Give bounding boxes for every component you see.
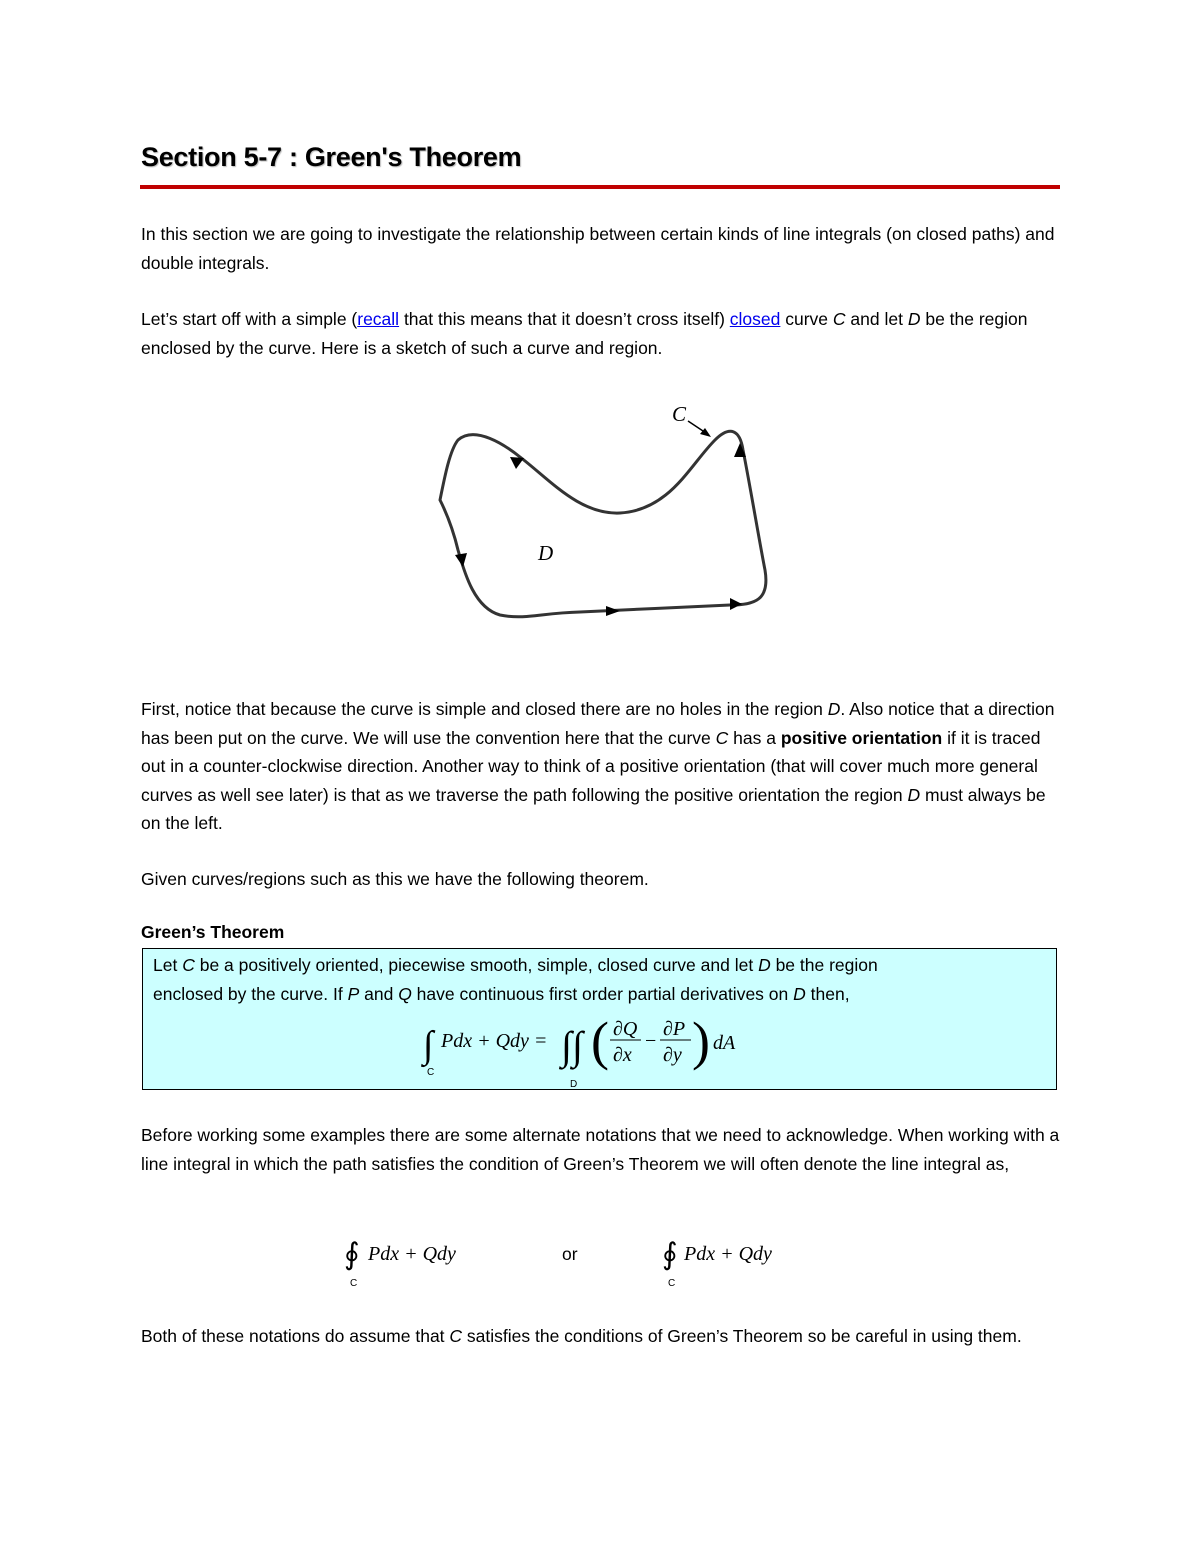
var-d: D xyxy=(907,784,921,805)
text: satisfies the conditions of Green’s Theorem so be careful in using them. xyxy=(462,1326,1022,1346)
var-d: D xyxy=(758,955,771,975)
lhs-subscript: C xyxy=(427,1067,435,1078)
greens-theorem-formula xyxy=(413,1007,753,1089)
intro-text: In this section we are going to investigate the relationship between certain kinds of line integrals (on closed paths) and double integrals. xyxy=(141,224,1055,273)
closed-integral-ccw-sign: ∮ xyxy=(662,1238,678,1271)
numerator-dp: ∂P xyxy=(663,1018,686,1040)
var-p: P xyxy=(347,983,360,1004)
var-q: Q xyxy=(398,983,412,1004)
recall-link[interactable]: recall xyxy=(357,309,400,329)
notation2-expression: Pdx + Qdy xyxy=(684,1243,772,1265)
text: and xyxy=(359,983,399,1004)
title-rule xyxy=(140,185,1060,189)
text: be a positively oriented, piecewise smooth, simple, closed curve and let xyxy=(194,955,759,975)
direction-arrow xyxy=(510,457,524,469)
orientation-paragraph xyxy=(141,695,1061,838)
text: then, xyxy=(805,983,850,1004)
text: that this means that it doesn’t cross itself) xyxy=(399,309,730,329)
lhs-expression: Pdx + Qdy = xyxy=(441,1030,548,1052)
closed-link[interactable]: closed xyxy=(729,309,781,329)
notation1-subscript: C xyxy=(350,1278,358,1289)
var-c: C xyxy=(449,1326,463,1346)
notation2-subscript: C xyxy=(668,1278,676,1289)
or-word: or xyxy=(562,1244,578,1264)
theorem-box xyxy=(142,948,1057,1090)
closed-integral-sign: ∮ xyxy=(344,1238,360,1271)
closed-curve xyxy=(440,431,766,617)
direction-arrow xyxy=(606,606,620,616)
rhs-subscript: D xyxy=(570,1079,578,1089)
text: be the region enclosed by the curve. Here is a sketch of such a curve and region. xyxy=(141,309,1028,358)
direction-arrow xyxy=(730,598,742,610)
text: Let xyxy=(153,955,183,975)
region-label: D xyxy=(538,541,554,565)
theorem-heading: Green’s Theorem xyxy=(141,922,285,942)
line-integral-sign: ∫ xyxy=(423,1024,434,1066)
curve-label: C xyxy=(672,402,687,426)
curve-definition-paragraph xyxy=(141,305,1061,362)
numerator-dq: ∂Q xyxy=(613,1018,638,1040)
minus-sign: − xyxy=(645,1030,657,1052)
double-integral-sign: ∫∫ xyxy=(561,1023,583,1068)
var-c: C xyxy=(832,309,846,329)
var-d: D xyxy=(793,983,806,1004)
text: has a xyxy=(728,727,781,748)
notation-paragraph xyxy=(141,1121,1061,1178)
left-paren: ( xyxy=(591,1011,609,1071)
given-text: Given curves/regions such as this we have the following theorem. xyxy=(141,869,649,889)
var-d: D xyxy=(907,309,921,329)
caution-paragraph xyxy=(141,1322,1061,1351)
text: enclosed by the curve. If xyxy=(153,983,348,1004)
text: be the region xyxy=(770,955,878,975)
denominator-dy: ∂y xyxy=(663,1044,682,1066)
alternate-notations xyxy=(340,1232,800,1292)
page-title: Section 5-7 : Green's Theorem xyxy=(141,142,522,172)
notation1-expression: Pdx + Qdy xyxy=(368,1243,456,1265)
text: have continuous first order partial derivatives on xyxy=(411,983,794,1004)
positive-orientation-term: positive orientation xyxy=(780,727,943,748)
notation-text: Before working some examples there are some alternate notations that we need to acknowledge. When working with a line integral in which the path satisfies the condition of Green’s Theorem we will often denote the line integral as, xyxy=(141,1125,1060,1174)
var-c: C xyxy=(182,955,195,975)
intro-paragraph xyxy=(141,220,1061,277)
text: . Also notice that a direction has been put on the curve. We will use the convention here that the curve xyxy=(141,699,1055,748)
text: curve xyxy=(780,309,833,329)
curve-region-figure xyxy=(430,395,790,635)
given-paragraph xyxy=(141,865,1061,894)
text: and let xyxy=(845,309,908,329)
theorem-statement xyxy=(153,951,1053,1008)
text: if it is traced out in a counter-clockwise direction. Another way to think of a positive orientation (that will cover much more general curves as well see later) is that as we traverse the path following the positive orientation the region xyxy=(141,727,1041,805)
right-paren: ) xyxy=(692,1011,710,1071)
text: must always be on the left. xyxy=(141,784,1046,833)
text: Let’s start off with a simple ( xyxy=(141,309,358,329)
denominator-dx: ∂x xyxy=(613,1044,632,1066)
var-c: C xyxy=(715,727,729,748)
var-d: D xyxy=(827,699,841,719)
text: Both of these notations do assume that xyxy=(141,1326,450,1346)
area-element: dA xyxy=(713,1032,736,1054)
text: First, notice that because the curve is simple and closed there are no holes in the region xyxy=(141,699,828,719)
